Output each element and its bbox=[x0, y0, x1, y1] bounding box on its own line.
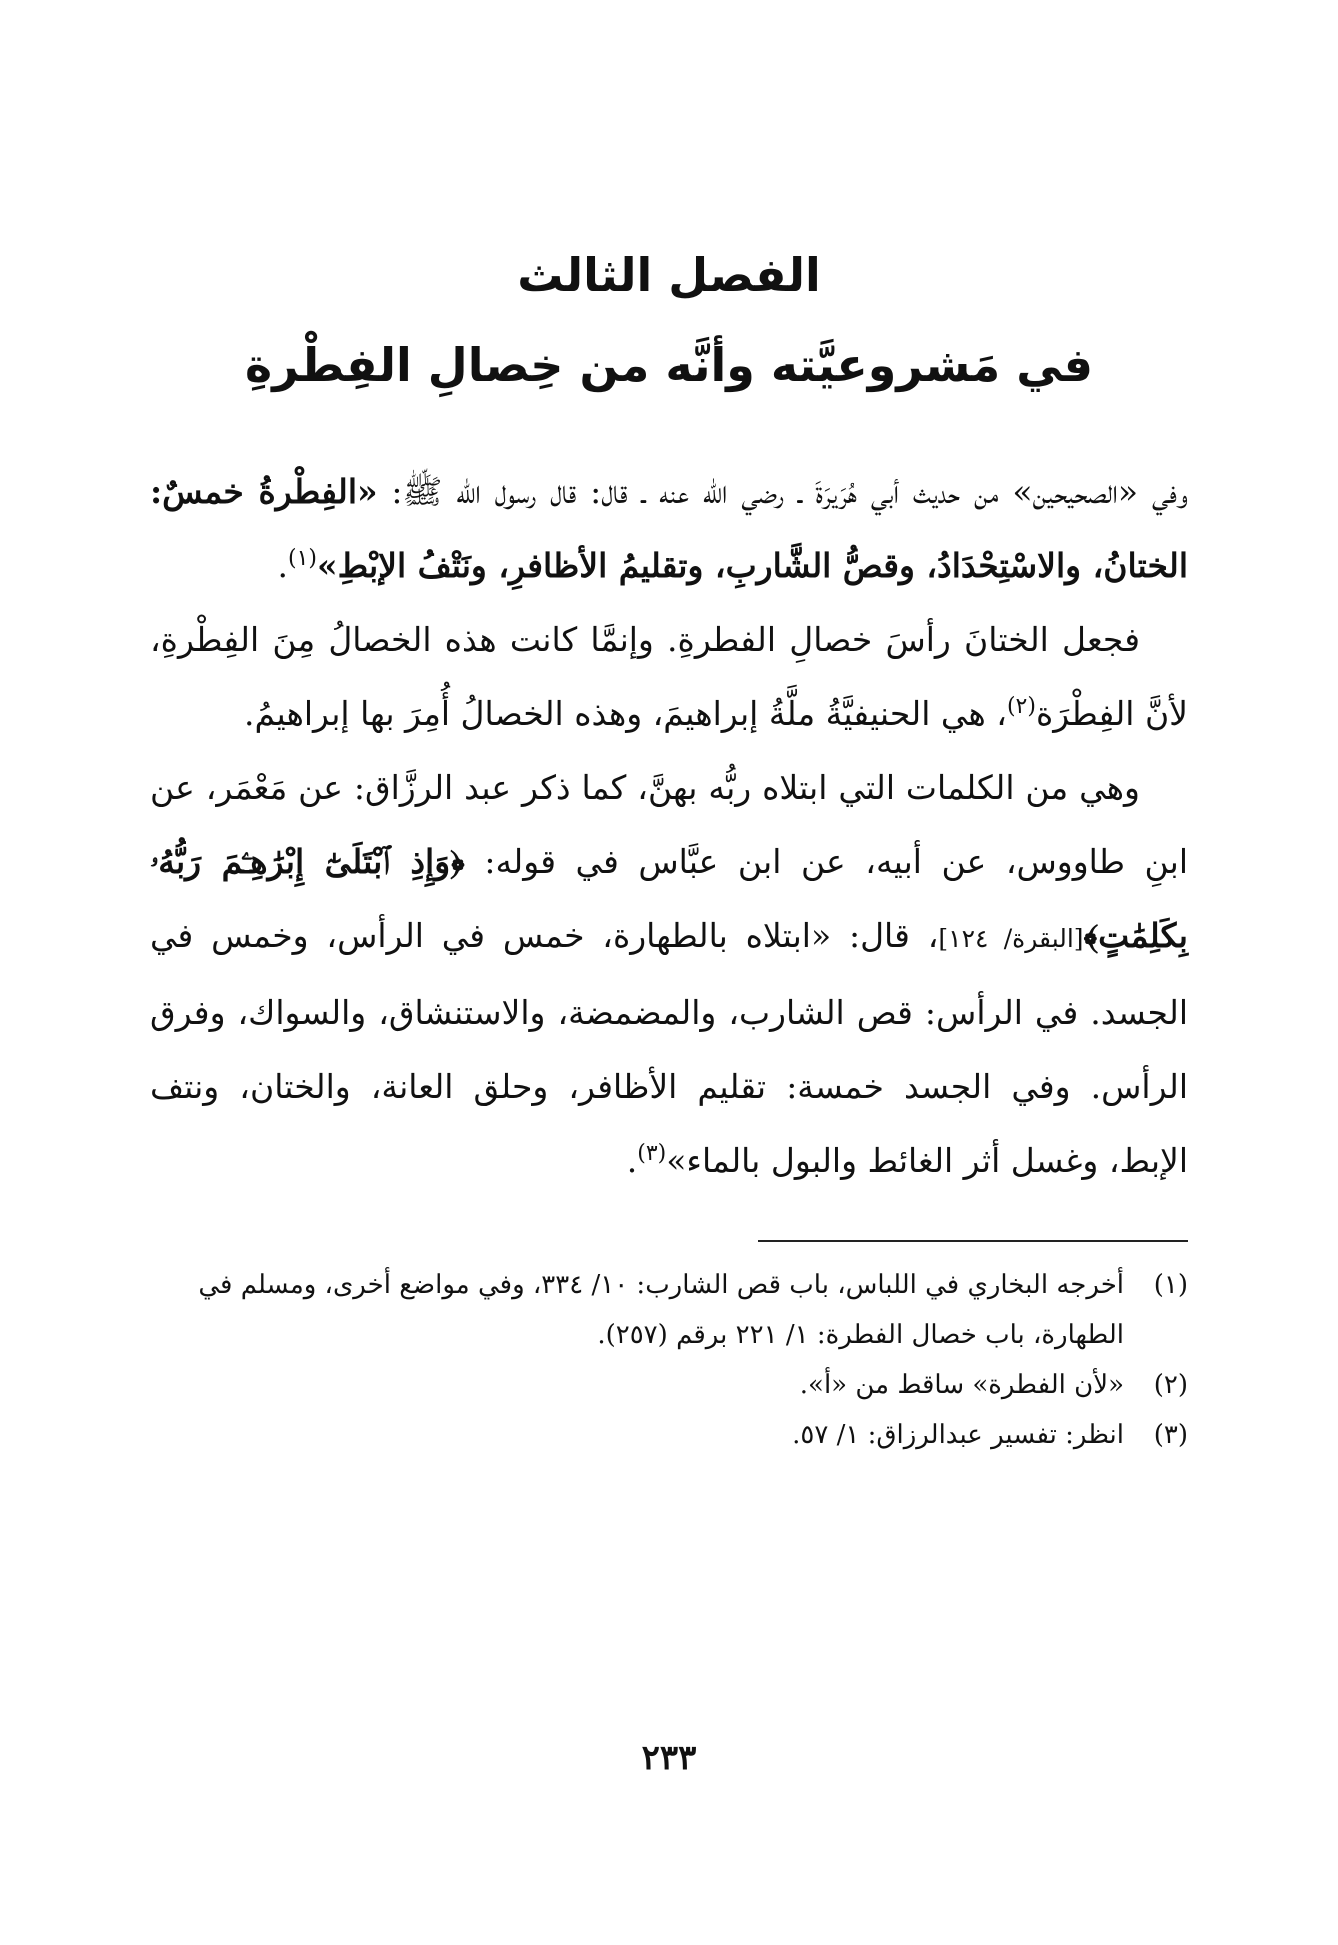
footnote-marker-1[interactable]: (١) bbox=[287, 546, 317, 571]
footnote-number: (١) bbox=[1153, 1270, 1188, 1300]
paragraph-3-part-2: ، قال: «ابتلاه بالطهارة، خمس في الرأس، وخمس في الجسد. في الرأس: قص الشارب، والمضمضة، والاستنشاق، والسواك، وفرق الرأس. وفي الجسد خمسة: تقليم الأظافر، وحلق العانة، والختان، ونتف الإبط، وغسل أثر الغائط والبول بالماء» bbox=[150, 916, 1188, 1180]
paragraph-3-part-1: وهي من الكلمات التي ابتلاه ربُّه بهنَّ، كما ذكر عبد الرزَّاق: عن مَعْمَر، عن ابنِ طاووس، عن أبيه، عن ابن عبَّاس في قوله: bbox=[150, 768, 1188, 881]
page-content bbox=[150, 235, 1188, 1460]
paragraph-3 bbox=[150, 751, 1188, 1198]
footnote-marker-2[interactable]: (٢) bbox=[1006, 694, 1036, 719]
footnote-marker-3[interactable]: (٣) bbox=[637, 1141, 667, 1166]
footnote-3 bbox=[150, 1410, 1188, 1460]
verse-reference: [البقرة/ ١٢٤] bbox=[938, 924, 1084, 953]
paragraph-2-part-1: فجعل الختانَ رأسَ خصالِ الفطرةِ. وإنمَّا كانت هذه الخصالُ مِنَ الفِطْرةِ، لأنَّ الفِطْرَة bbox=[150, 620, 1188, 733]
quran-verse: ﴿وَإِذِ ٱبْتَلَىٰٓ إِبْرَٰهِـۧمَ رَبُّهُۥ بِكَلِمَٰتٍ﴾ bbox=[150, 842, 1188, 955]
footnote-text: أخرجه البخاري في اللباس، باب قص الشارب: ١٠/ ٣٣٤، وفي مواضع أخرى، ومسلم في الطهارة، باب خصال الفطرة: ١/ ٢٢١ برقم (٢٥٧). bbox=[198, 1270, 1124, 1350]
hadith-text: «الفِطْرةُ خمسٌ: الختانُ، والاسْتِحْدَادُ، وقصُّ الشَّاربِ، وتقليمُ الأظافرِ، ونَتْفُ الإبْطِ» bbox=[150, 472, 1188, 585]
footnotes bbox=[150, 1260, 1188, 1460]
paragraph-3-end: . bbox=[626, 1141, 638, 1180]
page-number: ٢٣٣ bbox=[641, 1738, 697, 1778]
chapter-title: الفصل الثالث bbox=[517, 248, 821, 302]
footnote-2 bbox=[150, 1360, 1188, 1410]
footnote-number: (٢) bbox=[1153, 1370, 1188, 1400]
footnote-separator bbox=[758, 1240, 1188, 1242]
footnote-text: «لأن الفطرة» ساقط من «أ». bbox=[799, 1370, 1124, 1400]
paragraph-1-intro: وفي «الصحيحين» من حديث أبي هُرَيرَةَ ـ رضي الله عنه ـ قال: قال رسول الله ﷺ: bbox=[377, 472, 1188, 511]
paragraph-1 bbox=[150, 455, 1188, 603]
footnote-text: انظر: تفسير عبدالرزاق: ١/ ٥٧. bbox=[792, 1420, 1124, 1450]
paragraph-2-part-2: ، هي الحنيفيَّةُ ملَّةُ إبراهيمَ، وهذه الخصالُ أُمِرَ بها إبراهيمُ. bbox=[244, 694, 1007, 733]
main-text bbox=[150, 455, 1188, 1198]
footnote-number: (٣) bbox=[1153, 1420, 1188, 1450]
paragraph-1-end: . bbox=[277, 546, 288, 585]
paragraph-2 bbox=[150, 603, 1188, 751]
chapter-subtitle: في مَشروعيَّته وأنَّه من خِصالِ الفِطْرةِ bbox=[245, 338, 1093, 392]
footnote-1 bbox=[150, 1260, 1188, 1360]
